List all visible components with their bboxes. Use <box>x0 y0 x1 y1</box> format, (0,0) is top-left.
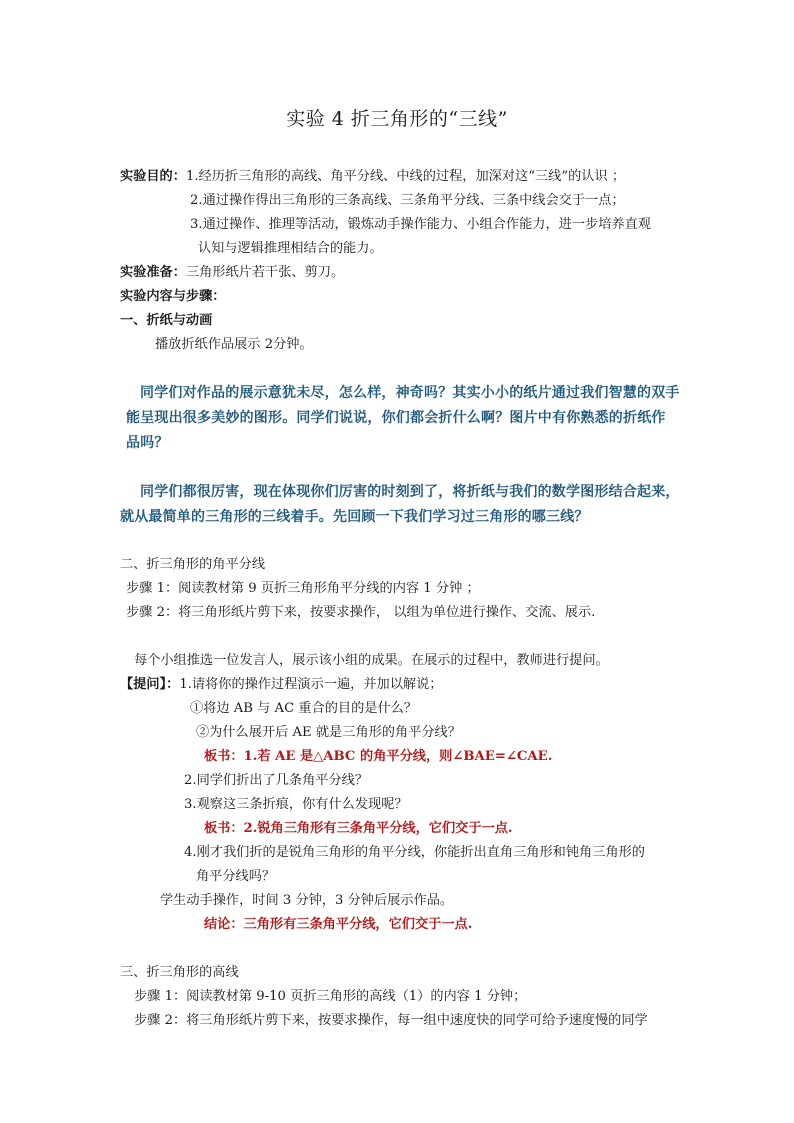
objectives-label: 实验目的： <box>120 169 186 184</box>
objectives-line-1 <box>120 168 625 186</box>
section3-step-2: 步骤 2：将三角形纸片剪下来，按要求操作，每一组中速度快的同学可给予速度慢的同学 <box>134 1013 648 1028</box>
section3-heading: 三、折三角形的高线 <box>120 965 239 980</box>
question-4-line-2: 角平分线吗？ <box>196 869 276 884</box>
section1-para2-line-1: 同学们都很厉害，现在体现你们厉害的时刻到了，将折纸与我们的数学图形结合起来， <box>140 484 680 500</box>
content-heading: 实验内容与步骤： <box>120 289 226 304</box>
question-1-a: ①将边 AB 与 AC 重合的目的是什么？ <box>190 701 418 716</box>
questions-label: 【提问】： <box>120 677 180 692</box>
question-2: 2.同学们折出了几条角平分线？ <box>184 773 369 788</box>
section1-heading: 一、折纸与动画 <box>120 313 213 328</box>
section2-step-2: 步骤 2：将三角形纸片剪下来，按要求操作， 以组为单位进行操作、交流、展示. <box>126 605 596 620</box>
section1-para1-line-1: 同学们对作品的展示意犹未尽，怎么样，神奇吗？其实小小的纸片通过我们智慧的双手 <box>140 385 680 401</box>
section1-para1-line-3: 品吗？ <box>126 435 169 451</box>
section1-text: 播放折纸作品展示 2分钟。 <box>155 337 313 352</box>
question-4-line-1: 4.刚才我们折的是锐角三角形的角平分线，你能折出直角三角形和钝角三角形的 <box>184 845 645 860</box>
section2-question-1-line <box>120 676 443 694</box>
section1-para1-line-2: 能呈现出很多美妙的图形。同学们说说，你们都会折什么啊？图片中有你熟悉的折纸作 <box>126 410 666 426</box>
section2-heading: 二、折三角形的角平分线 <box>120 557 266 572</box>
objective-item-3-line-1: 3.通过操作、推理等活动，锻炼动手操作能力、小组合作能力，进一步培养直观 <box>190 217 651 232</box>
preparation-text: 三角形纸片若干张、剪刀。 <box>185 265 345 280</box>
conclusion-text: 结论：三角形有三条角平分线，它们交于一点. <box>204 917 473 932</box>
section2-step-1: 步骤 1：阅读教材第 9 页折三角形角平分线的内容 1 分钟 ； <box>126 581 480 596</box>
objective-item-1: 1.经历折三角形的高线、角平分线、中线的过程，加深对这“三线”的认识 ； <box>185 169 626 184</box>
question-3: 3.观察这三条折痕，你有什么发现呢？ <box>184 797 408 812</box>
board-note-2: 板书：2.锐角三角形有三条角平分线，它们交于一点. <box>204 821 513 836</box>
question-1: 1.请将你的操作过程演示一遍，并加以解说； <box>179 677 443 692</box>
objective-item-3-line-2: 认知与逻辑推理相结合的能力。 <box>198 241 383 256</box>
question-1-b: ②为什么展开后 AE 就是三角形的角平分线？ <box>196 725 461 740</box>
page-title: 实验 4 折三角形的“三线” <box>286 108 508 130</box>
section2-group-text: 每个小组推选一位发言人，展示该小组的成果。在展示的过程中，教师进行提问。 <box>134 653 609 668</box>
practice-text: 学生动手操作，时间 3 分钟，3 分钟后展示作品。 <box>160 893 454 908</box>
preparation-label: 实验准备： <box>120 265 186 280</box>
section3-step-1: 步骤 1：阅读教材第 9-10 页折三角形的高线（1）的内容 1 分钟； <box>134 989 527 1004</box>
board-note-1: 板书：1.若 AE 是△ABC 的角平分线，则∠BAE=∠CAE. <box>204 749 553 764</box>
section1-para2-line-2: 就从最简单的三角形的三线着手。先回顾一下我们学习过三角形的哪三线？ <box>120 509 589 525</box>
objective-item-2: 2.通过操作得出三角形的三条高线、三条角平分线、三条中线会交于一点； <box>190 193 625 208</box>
preparation-line <box>120 264 344 282</box>
